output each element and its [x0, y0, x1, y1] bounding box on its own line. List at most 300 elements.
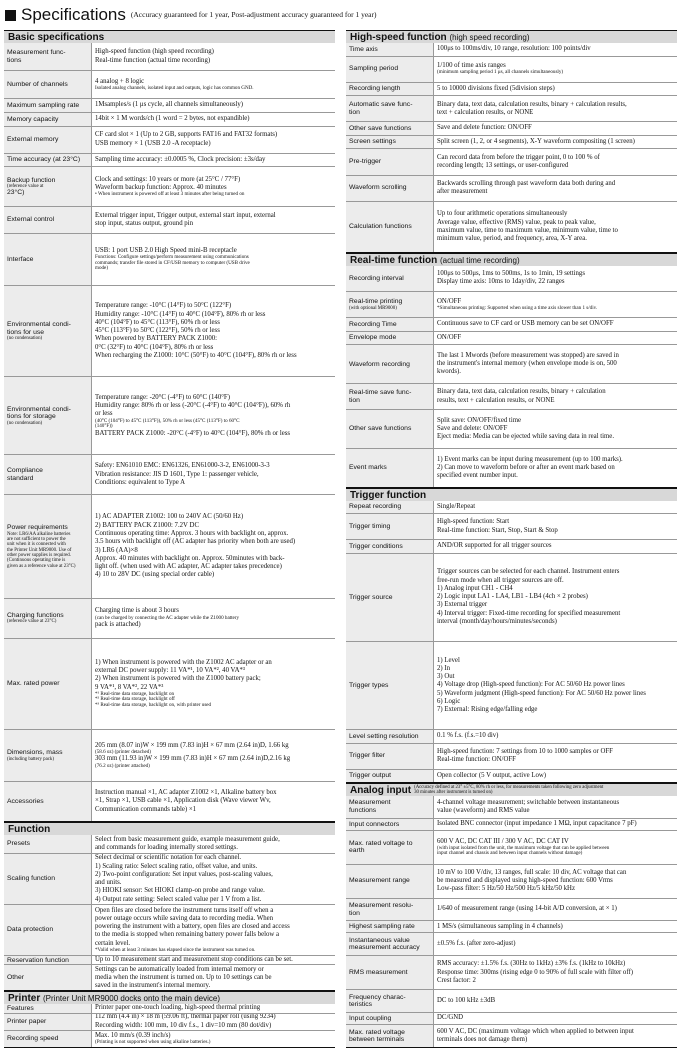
spec-label-line: Measurement	[349, 799, 391, 807]
spec-label	[346, 865, 434, 898]
section-subtitle: (Printer Unit MR9000 docks onto the main device)	[43, 994, 220, 1004]
spec-label-line: earth	[349, 847, 365, 855]
spec-label-line: other power supplies is required.	[7, 552, 71, 558]
spec-value	[92, 154, 335, 167]
spec-value-line: Real-time function (actual time recording)	[95, 56, 211, 64]
spec-value	[92, 1004, 335, 1012]
spec-label-line: Other	[7, 974, 24, 982]
spec-label	[4, 207, 92, 233]
spec-row-waveform-scrolling	[346, 176, 677, 202]
spec-value	[434, 831, 677, 864]
spec-label	[4, 905, 92, 955]
spec-value-line: *Simultaneous printing: Supported when using a time axis slower than 1 s/div.	[437, 304, 598, 311]
spec-value-line: Continuous save to CF card or USB memory can be set ON/OFF	[437, 320, 614, 328]
spec-row-frequency-charac-teristics	[346, 990, 677, 1013]
spec-value-line: (40°C (104°F) to 45°C (113°F)), 50% rh or less (45°C (113°F) to 60°C	[95, 417, 240, 424]
spec-value-line: When recharging the Z1000: 10°C (50°F) to 40°C (104°F), 80% rh or less	[95, 351, 297, 359]
section-subtitle: (actual time recording)	[440, 255, 520, 265]
spec-label-line: Memory capacity	[7, 115, 59, 123]
spec-value-line: 10 mV to 100 V/div, 13 ranges, full scale: 10 div, AC voltage that can	[437, 868, 627, 876]
function-section	[4, 822, 335, 992]
spec-label-line: (reference value at 23°C)	[7, 619, 57, 625]
spec-row-dimensions-mass-including-battery-pack	[4, 730, 335, 782]
spec-value	[92, 639, 335, 729]
spec-label-line: Waveform recording	[349, 360, 410, 368]
spec-label-line: Reservation function	[7, 956, 69, 964]
spec-value	[92, 730, 335, 781]
spec-value-line: stop input, status output, ground pin	[95, 219, 193, 227]
spec-label	[4, 127, 92, 153]
spec-label-line: (no condensation)	[7, 420, 43, 426]
spec-value-line: 600 V AC, DC CAT III / 300 V AC, DC CAT IV	[437, 837, 569, 845]
spec-label-line: Number of channels	[7, 80, 68, 88]
spec-value-line: 2) When instrument is powered with the Z1000 battery pack;	[95, 675, 261, 683]
spec-value-line: • When instrument is powered off at least 3 minutes after being turned on	[95, 191, 245, 198]
spec-label-line: (including battery pack)	[7, 756, 54, 762]
spec-label-line: (no condensation)	[7, 336, 43, 342]
spec-label	[346, 933, 434, 955]
spec-value-line: Up to 10 measurement start and measurement stop conditions can be set.	[95, 956, 293, 964]
spec-value-line: (with input isolated from the unit, the maximum voltage that can be applied between	[437, 844, 610, 851]
spec-value-line: (140°F))	[95, 423, 113, 430]
spec-value-line: High-speed function: 7 settings from 10 to 1000 samples or OFF	[437, 747, 613, 755]
spec-value-line: 4 analog + 8 logic	[95, 77, 145, 85]
spec-value	[92, 1014, 335, 1030]
spec-label-line: Environmental condi-	[7, 405, 71, 413]
spec-value-line: 2) Two-point configuration: Set input values, post-scaling values,	[95, 870, 273, 878]
spec-value-line: External trigger input, Trigger output, external start input, external	[95, 211, 276, 219]
basic-specifications-section	[4, 30, 335, 822]
spec-label	[346, 410, 434, 448]
analog-input-section	[346, 783, 677, 1048]
spec-value-line: Trigger sources can be selected for each channel. Instrument enters	[437, 568, 620, 576]
spec-table	[4, 835, 335, 992]
spec-label-line: tion	[349, 909, 360, 917]
spec-value	[434, 933, 677, 955]
spec-label-line: Printer paper	[7, 1017, 47, 1025]
spec-label	[346, 730, 434, 742]
spec-value-line: minimum value, period, and frequency, area, X-Y area.	[437, 235, 587, 243]
spec-value-line: (minimum sampling period 1 μs, all channels simultaneously)	[437, 69, 564, 76]
spec-label	[346, 384, 434, 409]
spec-value-line: 1) Event marks can be input during measurement (up to 100 marks).	[437, 455, 623, 463]
spec-table	[4, 1004, 335, 1048]
spec-label-line: Max. rated voltage to	[349, 839, 413, 847]
spec-row-external-control	[4, 207, 335, 234]
spec-label	[346, 345, 434, 383]
left-column	[4, 30, 335, 1048]
spec-row-environmental-condi-tions-for-storage-no-condensation	[4, 377, 335, 455]
spec-value-line: 112 mm (4.4 in) × 18 m (59.06 ft), thermal paper roll (using 9234)	[95, 1013, 276, 1021]
spec-value	[434, 730, 677, 742]
spec-value-line: 5 to 10000 divisions fixed (5division steps)	[437, 84, 555, 92]
spec-label	[4, 286, 92, 376]
spec-row-max-rated-voltage-to-earth	[346, 831, 677, 865]
spec-value-line: Waveform backup function: Approx. 40 minutes	[95, 183, 227, 191]
spec-label-line: Power requirements	[7, 524, 68, 532]
spec-value-line: mode)	[95, 265, 109, 272]
spec-value-line: 2) BATTERY PACK Z1000: 7.2V DC	[95, 521, 199, 529]
spec-label	[346, 921, 434, 932]
spec-value-line: Isolated BNC connector (input impedance 1 MΩ, input capacitance 7 pF)	[437, 820, 637, 828]
spec-row-other-save-functions	[346, 410, 677, 449]
spec-table	[346, 43, 677, 253]
section-title: Printer	[8, 993, 41, 1005]
spec-value-line: Humidity range: 80% rh or less (-20°C (-4°F) to 40°C (104°F)), 60% rh	[95, 402, 291, 409]
spec-label-line: Screen settings	[349, 138, 396, 146]
page-title-subtitle: (Accuracy guaranteed for 1 year, Post-adjustment accuracy guaranteed for 1 year)	[130, 10, 377, 20]
spec-label-line: Trigger conditions	[349, 542, 403, 550]
spec-row-scaling-function	[4, 854, 335, 905]
spec-value-line: ON/OFF	[437, 297, 462, 305]
spec-row-accessories	[4, 782, 335, 821]
page-title	[5, 3, 377, 27]
spec-label-line: Calculation functions	[349, 223, 412, 231]
spec-value-line: certain level.	[95, 939, 131, 947]
spec-row-measurement-func-tions	[4, 43, 335, 71]
spec-value-line: 40°C (104°F) to 45°C (113°F), 60% rh or less	[95, 318, 220, 326]
spec-label-line: (Continuous operating time is	[7, 558, 66, 564]
spec-label	[346, 1013, 434, 1024]
section-title: Trigger function	[350, 489, 427, 501]
spec-value	[92, 43, 335, 70]
spec-label-line: Compliance	[7, 467, 43, 475]
real-time-function-section	[346, 253, 677, 488]
spec-row-level-setting-resolution	[346, 730, 677, 743]
spec-value	[434, 292, 677, 317]
spec-label	[4, 495, 92, 598]
spec-value-line: (76.2 oz) (printer attached)	[95, 762, 150, 769]
spec-value	[434, 796, 677, 818]
spec-value-line: results, text + calculation results, or NONE	[437, 396, 555, 404]
spec-value-line: 4) Output rate setting: Select scaled value per 1 V from a list.	[95, 895, 262, 903]
spec-value-line: text + calculation results, or NONE	[437, 108, 534, 116]
spec-label-line: RMS measurement	[349, 969, 408, 977]
spec-label	[4, 1031, 92, 1047]
spec-label-line: Recording Time	[349, 320, 397, 328]
section-subtitle: (high speed recording)	[449, 33, 530, 42]
spec-label	[4, 43, 92, 70]
spec-value-line: (Printing is not supported when using alkaline batteries.)	[95, 1039, 211, 1046]
spec-value-line: Save and delete function: ON/OFF	[437, 124, 532, 132]
spec-label	[346, 266, 434, 291]
spec-row-trigger-conditions	[346, 540, 677, 553]
spec-label-line: tions for storage	[7, 413, 56, 421]
spec-value-line: 6) Logic	[437, 697, 461, 705]
spec-label-line: Frequency charac-	[349, 993, 406, 1001]
spec-value	[434, 176, 677, 201]
spec-label-line: between terminals	[349, 1036, 405, 1044]
spec-value-line: 9 VA*¹, 8 VA*², 22 VA*³	[95, 683, 164, 691]
spec-label	[346, 449, 434, 487]
spec-value	[434, 318, 677, 331]
spec-row-other-save-functions	[346, 122, 677, 136]
spec-row-recording-speed	[4, 1031, 335, 1047]
spec-value	[434, 1025, 677, 1047]
spec-value	[92, 377, 335, 454]
spec-label-line: 23°C)	[7, 189, 25, 197]
spec-value-line: value (waveform) and RMS value	[437, 806, 530, 814]
spec-value-line: (58.6 oz) (printer detached)	[95, 748, 152, 755]
spec-label-line: Recording interval	[349, 274, 404, 282]
spec-value-line: the instrument's internal memory (when envelope mode is on, 500	[437, 360, 617, 368]
spec-label-line: Trigger output	[349, 772, 392, 780]
spec-label	[346, 1025, 434, 1047]
spec-value-line: CF card slot × 1 (Up to 2 GB, supports FAT16 and FAT32 formats)	[95, 131, 278, 139]
spec-value-line: 2) In	[437, 664, 451, 672]
spec-value	[92, 234, 335, 285]
spec-label	[4, 377, 92, 454]
spec-value	[434, 501, 677, 513]
spec-value-line: Real-time function: ON/OFF	[437, 756, 516, 764]
spec-label-line: Highest sampling rate	[349, 923, 415, 931]
spec-value	[92, 495, 335, 598]
spec-label-line: Presets	[7, 840, 31, 848]
spec-label-line: Trigger timing	[349, 522, 391, 530]
spec-value	[434, 43, 677, 56]
spec-label-line: Automatic save func-	[349, 101, 413, 109]
spec-value	[434, 96, 677, 121]
spec-value-line: free-run mode when all trigger sources are off.	[437, 576, 564, 584]
spec-value-line: Functions: Configure settings/perform measurement using communications	[95, 254, 249, 261]
spec-row-waveform-recording	[346, 345, 677, 384]
spec-value-line: 205 mm (8.07 in)W × 199 mm (7.83 in)H × 67 mm (2.64 in)D, 1.66 kg	[95, 741, 289, 749]
spec-value-line: Single/Repeat	[437, 502, 476, 510]
spec-value-line: Humidity range: -10°C (14°F) to 40°C (104°F), 80% rh or less	[95, 310, 266, 318]
spec-value	[92, 1031, 335, 1047]
spec-value-line: 5) Waveform judgment (High-speed function): For AC 50/60 Hz power lines	[437, 689, 646, 697]
spec-value-line: DC to 100 kHz ±3dB	[437, 997, 496, 1005]
spec-value-line: Low-pass filter: 5 Hz/50 Hz/500 Hz/5 kHz/50 kHz	[437, 885, 575, 893]
spec-value	[434, 514, 677, 539]
spec-value-line: 100μs to 100ms/div, 10 range, resolution: 100 points/div	[437, 45, 591, 53]
spec-label	[346, 332, 434, 345]
spec-value-line: The last 1 Mwords (before measurement was stopped) are saved in	[437, 351, 619, 359]
spec-label-line: Recording length	[349, 85, 401, 93]
trigger-function-section	[346, 488, 677, 783]
spec-row-trigger-timing	[346, 514, 677, 540]
spec-label-line: Sampling period	[349, 65, 399, 73]
spec-label-line: Trigger source	[349, 593, 393, 601]
spec-label	[4, 71, 92, 98]
spec-value	[92, 99, 335, 112]
spec-value	[92, 286, 335, 376]
page-title-main: Specifications	[21, 4, 126, 24]
spec-label	[4, 99, 92, 112]
spec-value	[434, 770, 677, 782]
spec-value-line: after measurement	[437, 188, 488, 196]
spec-label	[4, 455, 92, 494]
spec-label-line: Backup function	[7, 176, 56, 184]
spec-label	[4, 639, 92, 729]
spec-value-line: *³ Real-time data storage, backlight on, with printer used	[95, 702, 212, 709]
spec-value-line: Can record data from before the trigger point, 0 to 100 % of	[437, 153, 600, 161]
spec-value-line: Average value, effective (RMS) value, peak to peak value,	[437, 218, 596, 226]
spec-value-line: 303 mm (11.93 in)W × 199 mm (7.83 in)H × 67 mm (2.64 in)D,2.16 kg	[95, 755, 291, 763]
spec-row-max-rated-voltage-between-terminals	[346, 1025, 677, 1047]
spec-value-line: powering the instrument with a battery, open files are closed and access	[95, 923, 290, 931]
spec-value-line: Sampling time accuracy: ±0.0005 %, Clock precision: ±3s/day	[95, 155, 266, 163]
spec-value-line: 1) Scaling ratio: Select scaling ratio, offset value, and units.	[95, 862, 258, 870]
spec-value-line: 2) Logic input LA1 - LA4, LB1 - LB4 (4ch × 2 probes)	[437, 593, 588, 601]
spec-row-trigger-source	[346, 554, 677, 642]
spec-label	[346, 202, 434, 252]
spec-table	[346, 501, 677, 783]
spec-table	[346, 796, 677, 1048]
spec-label	[346, 819, 434, 830]
spec-label	[346, 744, 434, 769]
spec-value	[434, 149, 677, 174]
spec-label	[4, 234, 92, 285]
spec-value-line: Select decimal or scientific notation for each channel.	[95, 854, 242, 862]
spec-value-line: Split screen (1, 2, or 4 segments), X-Y waveform compositing (1 screen)	[437, 138, 635, 146]
spec-value-line: Clock and settings: 10 years or more (at 25°C / 77°F)	[95, 175, 241, 183]
spec-value-line: 45°C (113°F) to 50°C (122°F), 50% rh or less	[95, 327, 220, 335]
section-heading	[346, 488, 677, 501]
spec-value-line: 100μs to 500μs, 1ms to 500ms, 1s to 1min, 19 settings	[437, 270, 585, 278]
spec-label-line: Waveform scrolling	[349, 184, 407, 192]
spec-value-line: 4) Voltage drop (High-speed function): For AC 50/60 Hz power lines	[437, 681, 625, 689]
spec-label	[4, 730, 92, 781]
spec-label-line: Envelope mode	[349, 334, 397, 342]
spec-label-line: Other save functions	[349, 425, 412, 433]
spec-row-trigger-types	[346, 642, 677, 730]
spec-row-instantaneous-value-measurement-accuracy	[346, 933, 677, 956]
spec-value-line: 3) External trigger	[437, 601, 488, 609]
spec-label-line: Accessories	[7, 797, 44, 805]
spec-label-line: Measurement range	[349, 877, 410, 885]
spec-label-line: tion	[349, 108, 360, 116]
spec-row-real-time-printing-with-optional-mr9000	[346, 292, 677, 318]
spec-label-line: functions	[349, 806, 377, 814]
spec-value	[434, 899, 677, 921]
spec-value-line: USB memory × 1 (USB 2.0 -A receptacle)	[95, 139, 211, 147]
spec-value-line: 4-channel voltage measurement; switchable between instantaneous	[437, 798, 620, 806]
spec-value-line: Max. 10 mm/s (0.39 inch/s)	[95, 1031, 171, 1039]
printer-section	[4, 991, 335, 1048]
spec-value-line: Binary data, text data, calculation results, binary + calculation	[437, 388, 606, 396]
spec-value-line: USB: 1 port USB 2.0 High Speed mini-B receptacle	[95, 246, 237, 254]
spec-table	[4, 43, 335, 822]
spec-label	[346, 83, 434, 96]
spec-label	[4, 154, 92, 167]
spec-label-line: Time axis	[349, 45, 378, 53]
spec-row-automatic-save-func-tion	[346, 96, 677, 122]
spec-label	[346, 57, 434, 82]
high-speed-function-section	[346, 30, 677, 253]
spec-value	[434, 540, 677, 552]
spec-value-line: 4) 10 to 28V DC (using special order cable)	[95, 571, 215, 579]
spec-value-line: Isolated analog channels, isolated input and outputs, logic has common GND.	[95, 84, 254, 91]
spec-row-trigger-filter	[346, 744, 677, 770]
spec-row-input-connectors	[346, 819, 677, 831]
spec-value-line: interval (month/day/hours/minutes/seconds)	[437, 617, 557, 625]
spec-row-time-accuracy-at-23-c	[4, 154, 335, 168]
spec-value	[434, 819, 677, 830]
spec-value-line: Approx. 40 minutes with backlight on. Approx. 50minutes with back-	[95, 554, 285, 562]
spec-row-screen-settings	[346, 136, 677, 150]
spec-row-number-of-channels	[4, 71, 335, 99]
spec-label	[346, 956, 434, 989]
spec-label-line: Charging functions	[7, 611, 64, 619]
spec-value-line: 1) Analog input CH1 - CH4	[437, 584, 513, 592]
spec-row-maximum-sampling-rate	[4, 99, 335, 113]
section-heading	[4, 991, 335, 1004]
spec-value	[434, 83, 677, 96]
spec-value-line: 14bit × 1 M words/ch (1 word = 2 bytes, not expandible)	[95, 115, 250, 123]
spec-value	[434, 202, 677, 252]
spec-label	[346, 796, 434, 818]
spec-label-line: Repeat recording	[349, 503, 402, 511]
spec-label	[4, 113, 92, 126]
spec-value-line: Vibration resistance: JIS D 1601, Type 1: passenger vehicle,	[95, 470, 259, 478]
spec-value	[434, 332, 677, 345]
spec-row-compliance-standard	[4, 455, 335, 495]
spec-value-line: DC/GND	[437, 1014, 464, 1022]
spec-label-line: teristics	[349, 1001, 373, 1009]
spec-label	[346, 770, 434, 782]
spec-value-line: Continuous operating time: Approx. 3 hours with backlight on, approx.	[95, 530, 289, 537]
spec-row-trigger-output	[346, 770, 677, 782]
spec-row-reservation-function	[4, 956, 335, 965]
spec-value-line: RMS accuracy: ±1.5% f.s. (30Hz to 1kHz) ±3% f.s. (1kHz to 10kHz)	[437, 960, 626, 968]
spec-value-line: Communication commands table) ×1	[95, 805, 197, 813]
spec-value	[434, 956, 677, 989]
spec-row-measurement-functions	[346, 796, 677, 819]
spec-value-line: 0°C (32°F) to 40°C (104°F), 80% rh or less	[95, 343, 214, 351]
spec-value	[434, 345, 677, 383]
spec-label	[4, 782, 92, 821]
spec-label-line: unit when it is connected with	[7, 542, 66, 548]
spec-value-line: Backwards scrolling through past waveform data both during and	[437, 179, 616, 187]
spec-row-presets	[4, 835, 335, 854]
spec-row-sampling-period	[346, 57, 677, 83]
spec-value-line: Conditions: equivalent to Type A	[95, 478, 186, 486]
spec-value-line: Binary data, text data, calculation results, binary + calculation results,	[437, 100, 627, 108]
spec-label-line: Dimensions, mass	[7, 749, 63, 757]
spec-label-line: Measurement resolu-	[349, 902, 414, 910]
spec-value-line: commands; transfer file stored in CF/USB memory to computer (USB drive	[95, 259, 250, 266]
spec-value-line: 7) External: Rising edge/falling edge	[437, 706, 538, 714]
spec-label	[346, 43, 434, 56]
spec-row-recording-length	[346, 83, 677, 97]
spec-row-envelope-mode	[346, 332, 677, 346]
spec-label-line: the Printer Unit MR9000. Use of	[7, 547, 72, 553]
spec-value-line: 1) When instrument is powered with the Z1002 AC adapter or an	[95, 658, 272, 666]
spec-value-line: 4) Interval trigger: Fixed-time recording for specified measurement	[437, 609, 621, 617]
spec-value-line: Real-time function: Start, Stop, Start & Stop	[437, 526, 558, 534]
spec-label-line: Features	[7, 1004, 34, 1012]
spec-label-line: are not sufficient to power the	[7, 537, 66, 543]
spec-row-memory-capacity	[4, 113, 335, 127]
spec-value-line: Response time: 300ms (rising edge 0 to 90% of full scale with filter off)	[437, 968, 634, 976]
section-heading	[4, 822, 335, 835]
spec-value-line: Split save: ON/OFF/fixed time	[437, 416, 522, 424]
spec-row-pre-trigger	[346, 149, 677, 175]
spec-value-line: BATTERY PACK Z1000: -20°C (-4°F) to 40°C (104°F), 80% rh or less	[95, 429, 291, 437]
spec-row-calculation-functions	[346, 202, 677, 252]
spec-row-recording-interval	[346, 266, 677, 292]
spec-label-line: External memory	[7, 135, 59, 143]
spec-label	[346, 514, 434, 539]
spec-label	[346, 96, 434, 121]
spec-label-line: Max. rated voltage	[349, 1028, 405, 1036]
spec-row-rms-measurement	[346, 956, 677, 990]
spec-label	[346, 540, 434, 552]
spec-row-features	[4, 1004, 335, 1013]
spec-value	[434, 642, 677, 729]
spec-value-line: ×1, Strap ×1, USB cable ×1, Application disk (Wave viewer Wv,	[95, 797, 271, 805]
